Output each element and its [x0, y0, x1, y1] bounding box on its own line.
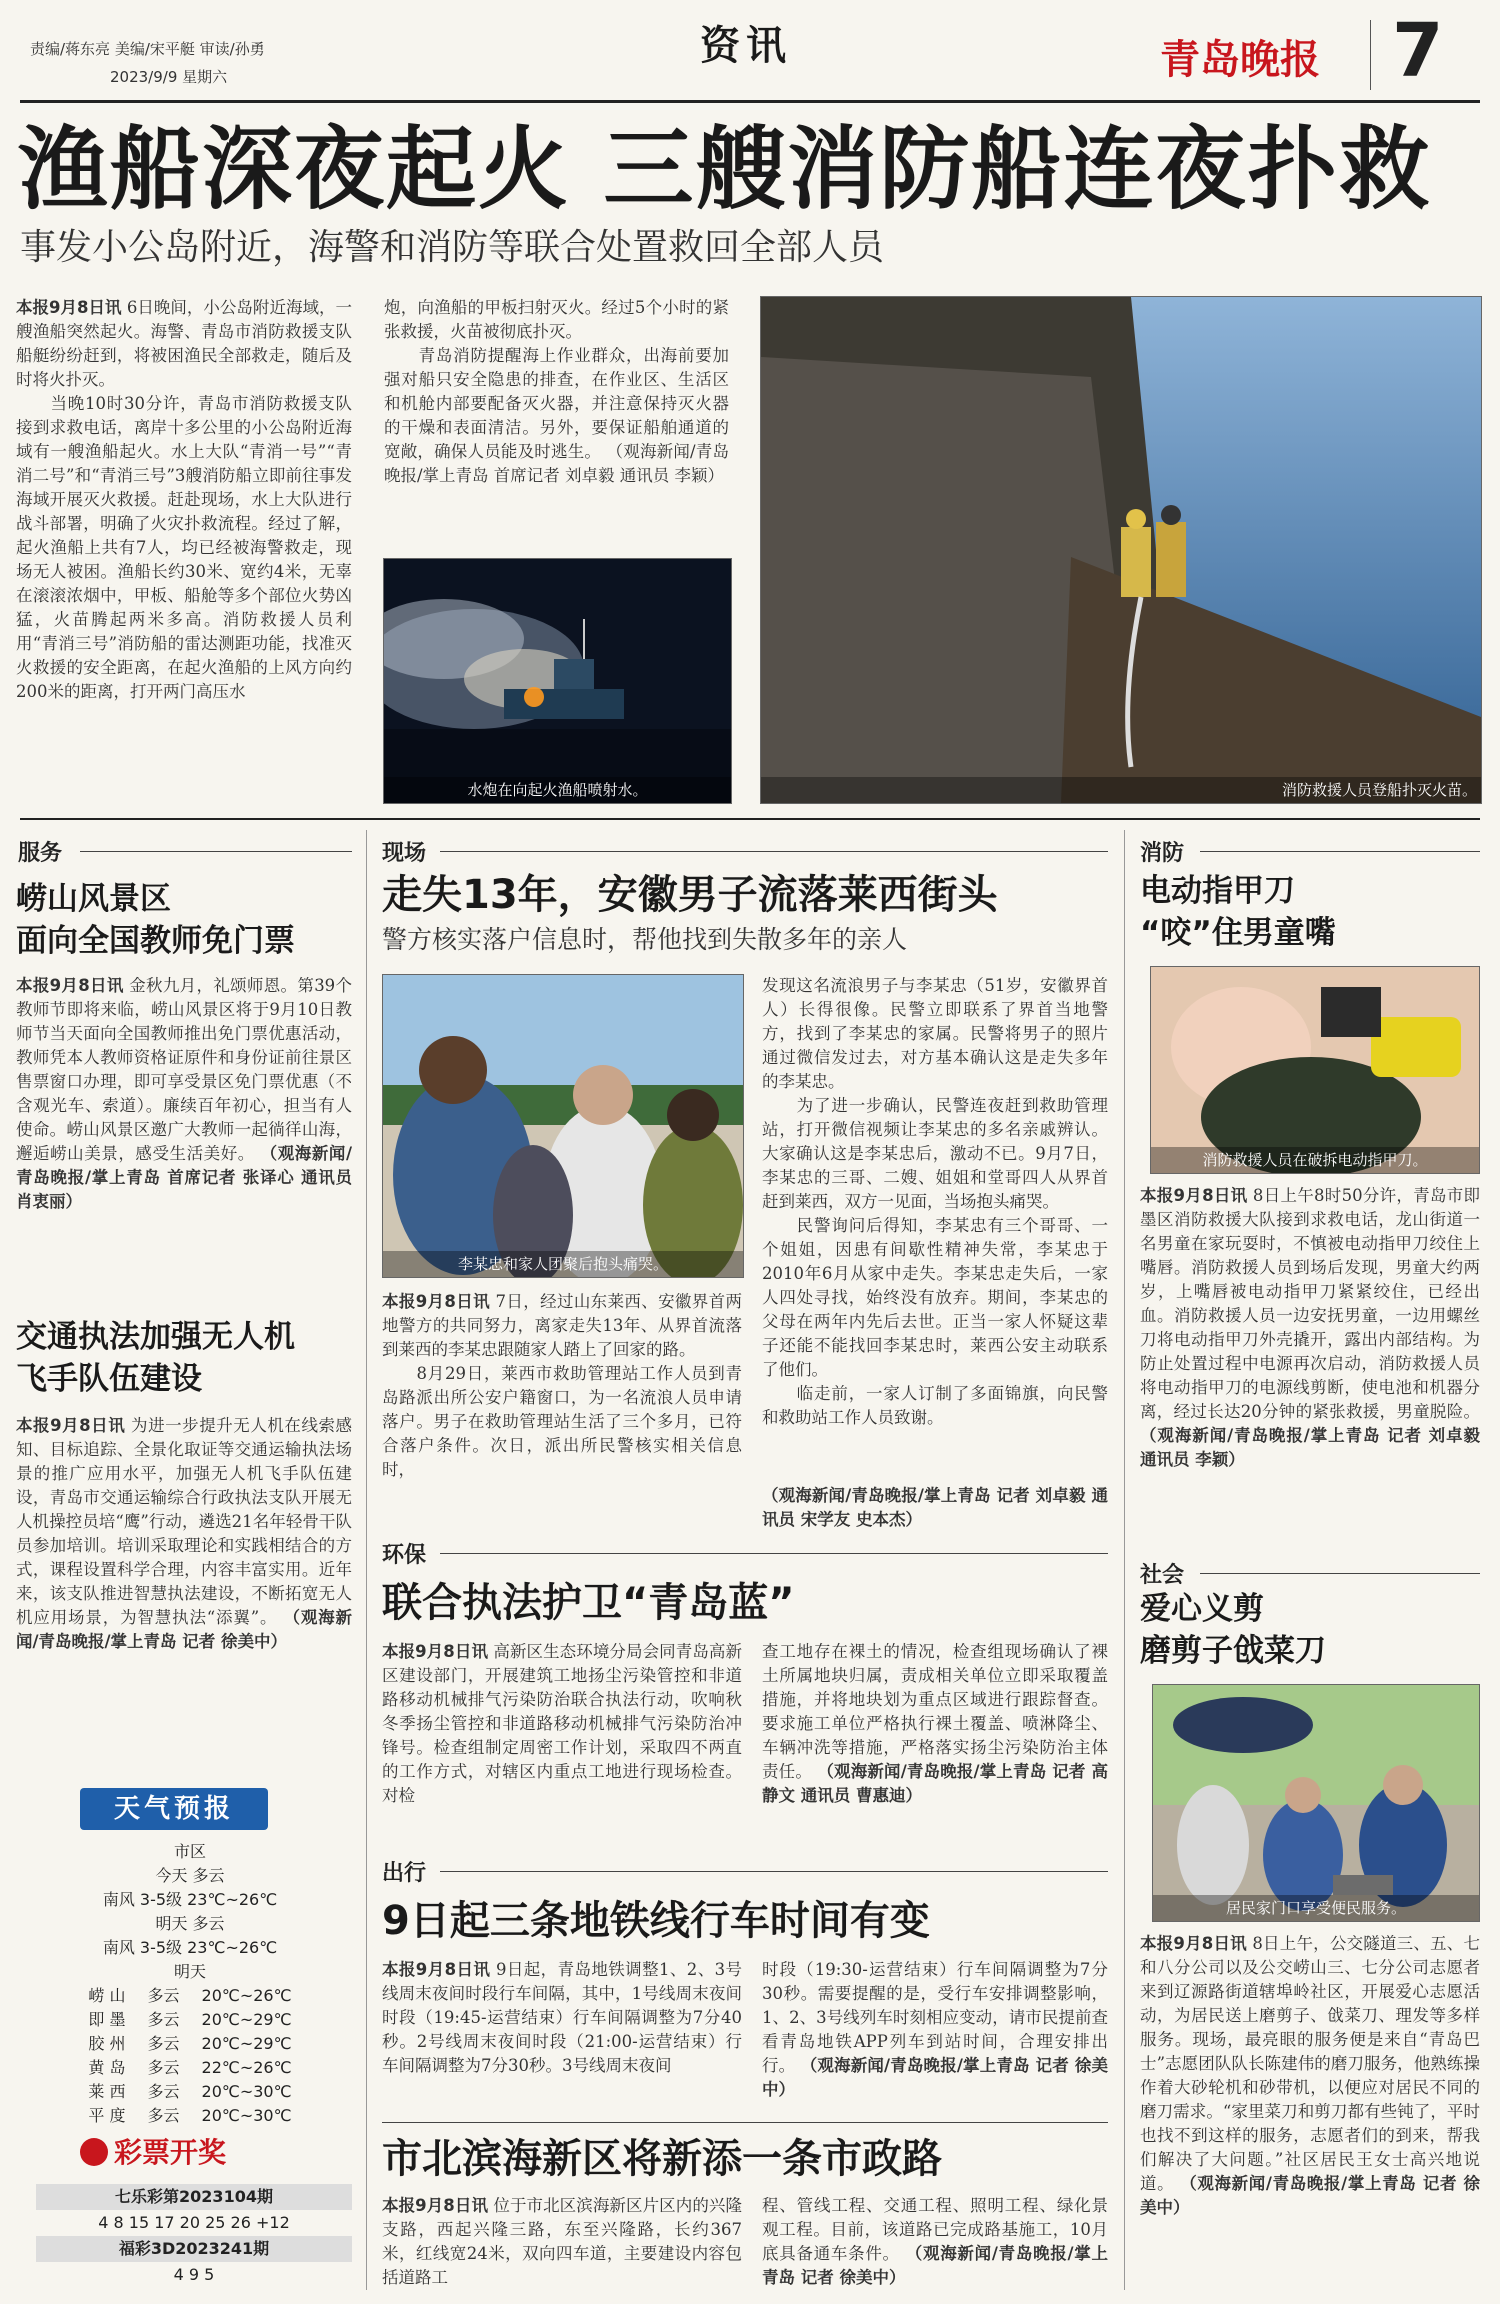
section-fuwu: 服务	[18, 841, 63, 866]
story2-title: 交通执法加强无人机 飞手队伍建设	[16, 1319, 295, 1397]
qilecai-numbers: 4 8 15 17 20 25 26 +12	[98, 2213, 290, 2232]
story1-body: 本报9月8日讯 金秋九月，礼颂师恩。第39个教师节即将来临，崂山风景区将于9月10日教师节当天面向全国教师推出免门票优惠活动，教师凭本人教师资格证原件和身份证前往景区售票窗口办理，即可享受景区免门票优惠（不含观光车、索道）。廉续百年初心，担当有人使命。崂山风景区邀广大教师一起徜徉山海，邂逅崂山美景，感受生活美好。 （观海新闻/青岛晚报/掌上青岛 首席记者 张译心 通讯员 肖衷丽）	[16, 976, 352, 1211]
weather-today-detail: 南风 3-5级 23℃~26℃	[102, 1890, 278, 1909]
weather-district-temp: 20℃~30℃	[201, 2082, 292, 2101]
weather-district-sky: 多云	[147, 2058, 180, 2077]
weather-panel	[50, 1840, 330, 2128]
masthead-logo: 青岛晚报	[1160, 36, 1320, 83]
section-shehui: 社会	[1140, 1563, 1185, 1588]
story-a-photo	[382, 974, 744, 1278]
firefighters-illustration	[761, 297, 1481, 803]
story1-title: 崂山风景区 面向全国教师免门票	[16, 881, 295, 959]
weather-district-sky: 多云	[147, 2082, 180, 2101]
story-f-photo	[1152, 1684, 1480, 1922]
lead-dateline: 本报9月8日讯	[16, 298, 122, 317]
story-d-body-col2: 程、管线工程、交通工程、照明工程、绿化景观工程。目前，该道路已完成路基施工，10月底具备通车条件。 （观海新闻/青岛晚报/掌上青岛 记者 徐美中）	[762, 2196, 1108, 2287]
volunteer-service-illustration	[1153, 1685, 1479, 1921]
lottery-panel	[36, 2184, 352, 2288]
section-chuxing: 出行	[382, 1861, 427, 1886]
weather-district-temp: 20℃~30℃	[201, 2106, 292, 2125]
weather-tomorrow: 明天 多云	[155, 1914, 225, 1933]
story-a-body-col2: 发现这名流浪男子与李某忠（51岁，安徽界首人）长得很像。民警立即联系了界首当地警方，找到了李某忠的家属。民警将男子的照片通过微信发过去，对方基本确认这是走失多年的李某忠。 为了进一步确认，民警连夜赶到救助管理站，打开微信视频让李某忠的多名亲戚辨认。大家确认这是李某忠后，激动不已。9月7日，李某忠的三哥、二嫂、姐姐和堂哥四人从界首赶到莱西，双方一见面，当场抱头痛哭。 民警询问后得知，李某忠有三个哥哥、一个姐姐，因患有间歇性精神失常，李某忠于2010年6月从家中走失。李某忠走失后，一家人四处寻找，始终没有放弃。期间，李某忠的父母在两年内先后去世。正当一家人怀疑这辈子还能不能找回李某忠时，莱西公安主动联系了他们。 临走前，一家人订制了多面锦旗，向民警和救助站工作人员致谢。	[762, 976, 1108, 1427]
lead-body-col1: 本报9月8日讯 6日晚间，小公岛附近海域，一艘渔船突然起火。海警、青岛市消防救援支队船艇纷纷赶到，将被困渔民全部救走，随后及时将火扑灭。 当晚10时30分许，青岛市消防救援支队接到求救电话，离岸十多公里的小公岛附近海域有一艘渔船起火。水上大队“青消一号”“青消二号”和“青消三号”3艘消防船立即前往事发海域开展灭火救援。赶赴现场，水上大队进行战斗部署，明确了火灾扑救流程。经过了解，起火渔船上共有7人，均已经被海警救走，现场无人被困。渔船长约30米、宽约4米，无辜在滚滚浓烟中，甲板、船舱等多个部位火势凶猛，火苗腾起两米多高。消防救援人员利用“青消三号”消防船的雷达测距功能，找准灭火救援的安全距离，在起火渔船的上风方向约200米的距离，打开两门高压水	[16, 298, 352, 701]
photo2-caption: 消防救援人员登船扑灭火苗。	[761, 777, 1481, 803]
story-a-title: 走失13年，安徽男子流落莱西街头	[382, 872, 998, 918]
story-c-body-col2: 时段（19:30-运营结束）行车间隔调整为7分30秒。需要提醒的是，受行车安排调整影响，1、2、3号线列车时刻相应变动，请市民提前查看青岛地铁APP列车到站时间，合理安排出行。 （观海新闻/青岛晚报/掌上青岛 记者 徐美中）	[762, 1960, 1108, 2099]
story-b-title: 联合执法护卫“青岛蓝”	[382, 1580, 795, 1626]
weather-district-temp: 20℃~29℃	[201, 2034, 292, 2053]
lead-photo-fire-boat	[383, 558, 732, 804]
fire-boat-illustration	[384, 559, 731, 803]
lead-photo-firefighters	[760, 296, 1482, 804]
weather-district-row	[50, 2056, 330, 2080]
weather-district-sky: 多云	[147, 1986, 180, 2005]
story2-credit: （观海新闻/青岛晚报/掌上青岛 记者 徐美中）	[16, 1608, 352, 1651]
weather-district-row	[50, 2032, 330, 2056]
weather-district-sky: 多云	[147, 2010, 180, 2029]
story-c-body-col1: 本报9月8日讯 9日起，青岛地铁调整1、2、3号线周末夜间时段行车间隔，其中，1号线周末夜间时段（19:45-运营结束）行车间隔调整为7分40秒。2号线周末夜间时段（21:00-运营结束）行车间隔调整为7分30秒。3号线周末夜间	[382, 1960, 742, 2075]
weather-city: 市区	[173, 1842, 206, 1861]
story-b-body-col2: 查工地存在裸土的情况，检查组现场确认了裸土所属地块归属，责成相关单位立即采取覆盖措施，并将地块划为重点区域进行跟踪督查。要求施工单位严格执行裸土覆盖、喷淋降尘、车辆冲洗等措施，严格落实扬尘污染防治主体责任。 （观海新闻/青岛晚报/掌上青岛 记者 高静文 通讯员 曹惠迪）	[762, 1642, 1108, 1805]
story2-body: 本报9月8日讯 为进一步提升无人机在线索感知、目标追踪、全景化取证等交通运输执法场景的推广应用水平，加强无人机飞手队伍建设，青岛市交通运输综合行政执法支队开展无人机操控员培“鹰”行动，遴选21名年轻骨干队员参加培训。培训采取理论和实践相结合的方式，课程设置科学合理，内容丰富实用。近年来，该支队推进智慧执法建设，不断拓宽无人机应用场景，为智慧执法“添翼”。 （观海新闻/青岛晚报/掌上青岛 记者 徐美中）	[16, 1416, 352, 1651]
lead-body-col2: 炮，向渔船的甲板扫射灭火。经过5个小时的紧张救援，火苗被彻底扑灭。 青岛消防提醒海上作业群众，出海前要加强对船只安全隐患的排查，在作业区、生活区和机舱内部要配备灭火器，并注意保持灭火器的干燥和表面清洁。另外，要保证船舶通道的宽敞，确保人员能及时逃生。 （观海新闻/青岛晚报/掌上青岛 首席记者 刘卓毅 通讯员 李颖）	[384, 298, 729, 485]
weather-district-temp: 22℃~26℃	[201, 2058, 292, 2077]
story-e-photo-caption: 消防救援人员在破拆电动指甲刀。	[1151, 1147, 1479, 1173]
story-a-photo-caption: 李某忠和家人团聚后抱头痛哭。	[383, 1251, 743, 1277]
weather-title: 天气预报	[80, 1788, 268, 1830]
story-f-title: 爱心义剪 磨剪子戗菜刀	[1140, 1591, 1326, 1669]
story-c-title: 9日起三条地铁线行车时间有变	[382, 1898, 930, 1944]
weather-district-name: 即 墨	[88, 2010, 126, 2029]
lead-headline: 渔船深夜起火 三艘消防船连夜扑救	[18, 117, 1432, 222]
lottery-title: 彩票开奖	[80, 2136, 226, 2170]
qilecai-label: 七乐彩第2023104期	[36, 2184, 352, 2210]
story-a-body-col1: 本报9月8日讯 7日，经过山东莱西、安徽界首两地警方的共同努力，离家走失13年、从界首流落到莱西的李某忠跟随家人踏上了回家的路。 8月29日，莱西市救助管理站工作人员到青岛路派出所公安户籍窗口，为一名流浪人员申请落户。男子在救助管理站生活了三个多月，已符合落户条件。次日，派出所民警核实相关信息时，	[382, 1292, 742, 1479]
family-reunion-illustration	[383, 975, 743, 1277]
weather-district-row	[50, 2008, 330, 2032]
lead-credit: （观海新闻/青岛晚报/掌上青岛 首席记者 刘卓毅 通讯员 李颖）	[384, 442, 729, 485]
weather-district-temp: 20℃~29℃	[201, 2010, 292, 2029]
weather-district-sky: 多云	[147, 2106, 180, 2125]
section-xianchang: 现场	[382, 841, 427, 866]
weather-districts-label: 明天	[173, 1962, 206, 1981]
weather-district-temp: 20℃~26℃	[201, 1986, 292, 2005]
story-b-body-col1: 本报9月8日讯 高新区生态环境分局会同青岛高新区建设部门，开展建筑工地扬尘污染管控和非道路移动机械排气污染防治联合执法行动，吹响秋冬季扬尘管控和非道路移动机械排气污染防治冲锋号。检查组制定周密工作计划，采取四不两直的工作方式，对辖区内重点工地进行现场检查。对检	[382, 1642, 742, 1805]
story-e-title: 电动指甲刀 “咬”住男童嘴	[1140, 873, 1336, 951]
story-e-body: 本报9月8日讯 8日上午8时50分许，青岛市即墨区消防救援大队接到求救电话，龙山街道一名男童在家玩耍时，不慎被电动指甲刀绞住上嘴唇。消防救援人员到场后发现，男童大约两岁，上嘴唇被电动指甲刀紧紧绞住，已经出血。消防救援人员一边安抚男童，一边用螺丝刀将电动指甲刀外壳撬开，露出内部结构。为防止处置过程中电源再次启动，消防救援人员将电动指甲刀的电源线剪断，使电池和机器分离，经过长达20分钟的紧张救援，男童脱险。 （观海新闻/青岛晚报/掌上青岛 记者 刘卓毅 通讯员 李颖）	[1140, 1186, 1480, 1469]
weather-district-row	[50, 2080, 330, 2104]
weather-district-name: 黄 岛	[88, 2058, 126, 2077]
editors-line: 责编/蒋东亮 美编/宋平艇 审读/孙勇	[30, 40, 265, 58]
story-f-body: 本报9月8日讯 8日上午，公交隧道三、五、七和八分公司以及公交崂山三、七分公司志愿者来到辽源路街道辖埠岭社区，开展爱心志愿活动，为居民送上磨剪子、戗菜刀、理发等多样服务。现场，最亮眼的服务便是来自“青岛巴士”志愿团队队长陈建伟的磨刀服务，他熟练操作着大砂轮机和砂带机，以便应对居民不同的磨刀需求。“家里菜刀和剪刀都有些钝了，平时也找不到这样的服务，志愿者们的到来，帮我们解决了大问题。”社区居民王女士高兴地说道。 （观海新闻/青岛晚报/掌上青岛 记者 徐美中）	[1140, 1934, 1480, 2217]
page-number: 7	[1392, 8, 1444, 94]
fucai-label: 福彩3D2023241期	[36, 2236, 352, 2262]
weather-districts	[50, 1984, 330, 2128]
weather-tomorrow-detail: 南风 3-5级 23℃~26℃	[102, 1938, 278, 1957]
story-d-title: 市北滨海新区将新添一条市政路	[382, 2136, 942, 2182]
photo1-caption: 水炮在向起火渔船喷射水。	[384, 777, 731, 803]
weather-district-sky: 多云	[147, 2034, 180, 2053]
weather-today: 今天 多云	[155, 1866, 225, 1885]
weather-district-name: 莱 西	[88, 2082, 126, 2101]
story1-credit: （观海新闻/青岛晚报/掌上青岛 首席记者 张译心 通讯员 肖衷丽）	[16, 1144, 352, 1211]
weather-district-row	[50, 1984, 330, 2008]
weather-district-row	[50, 2104, 330, 2128]
section-title: 资讯	[700, 23, 792, 69]
section-xiaofang: 消防	[1140, 841, 1185, 866]
fucai-numbers: 4 9 5	[173, 2265, 215, 2284]
story-a-credit: （观海新闻/青岛晚报/掌上青岛 记者 刘卓毅 通讯员 宋学友 史本杰）	[762, 1486, 1108, 1529]
child-rescue-illustration	[1151, 967, 1479, 1173]
story-f-photo-caption: 居民家门口享受便民服务。	[1153, 1895, 1479, 1921]
story-a-subtitle: 警方核实落户信息时，帮他找到失散多年的亲人	[382, 925, 908, 954]
weather-district-name: 平 度	[88, 2106, 126, 2125]
weather-district-name: 崂 山	[88, 1986, 126, 2005]
story-d-body-col1: 本报9月8日讯 位于市北区滨海新区片区内的兴隆支路，西起兴隆三路，东至兴隆路，长约367米，红线宽24米，双向四车道，主要建设内容包括道路工	[382, 2196, 742, 2287]
section-huanbao: 环保	[382, 1543, 427, 1568]
lead-subheadline: 事发小公岛附近，海警和消防等联合处置救回全部人员	[20, 227, 885, 268]
lottery-icon	[80, 2138, 108, 2166]
issue-date: 2023/9/9 星期六	[110, 68, 228, 86]
story-e-photo	[1150, 966, 1480, 1174]
weather-district-name: 胶 州	[88, 2034, 126, 2053]
